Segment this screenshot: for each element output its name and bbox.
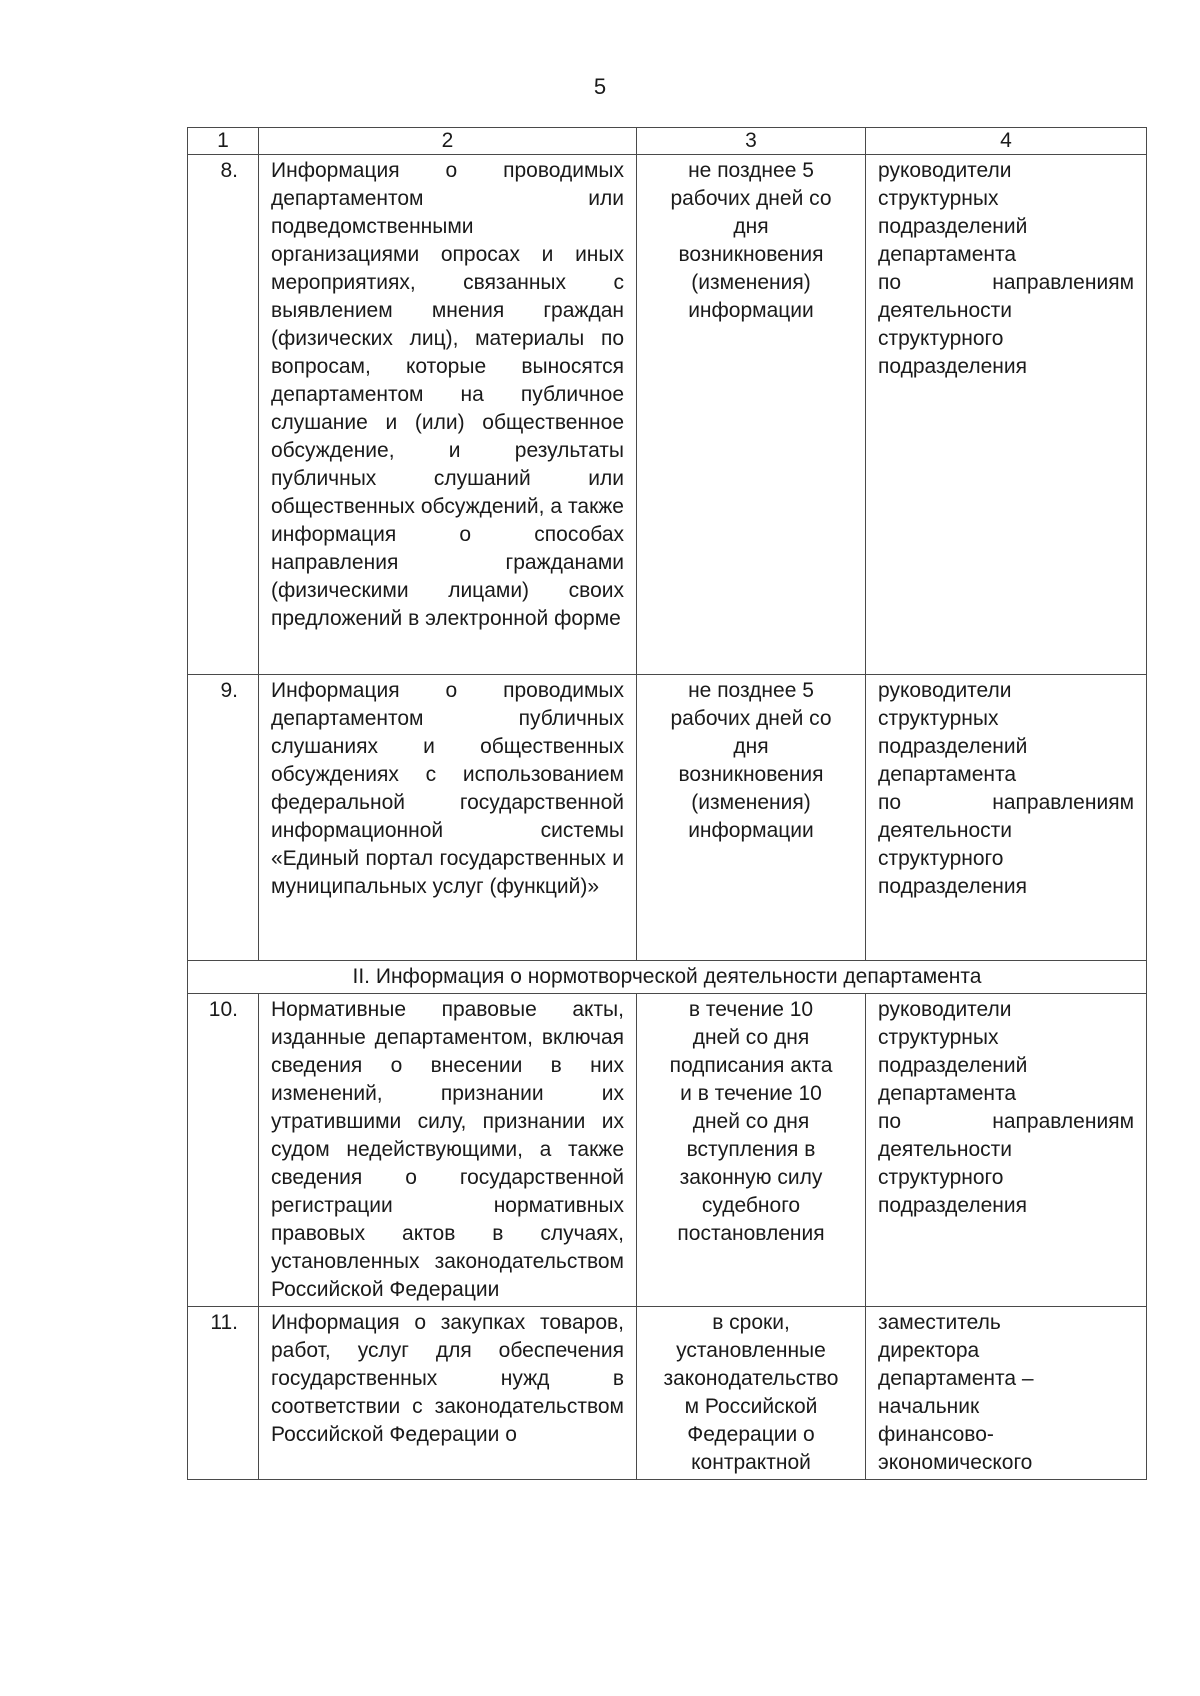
responsible-line: структурных <box>878 1026 999 1049</box>
responsible-line-spread <box>878 269 1134 297</box>
section-row <box>188 961 1147 994</box>
row-deadline: не позднее 5 рабочих дней со дня возникновения (изменения) информации <box>637 155 866 675</box>
responsible-line: структурных <box>878 187 999 210</box>
table-row <box>188 994 1147 1307</box>
responsible-line: департамента <box>878 243 1017 266</box>
row-responsible: заместитель директора департамента – начальник финансово- экономического <box>866 1307 1147 1480</box>
row-responsible <box>866 994 1147 1307</box>
row-description: Информация о проводимых департаментом публичных слушаниях и общественных обсуждениях с использованием федеральной государственной информационной системы «Единый портал государственных и муниципальных услуг (функций)» <box>259 675 637 961</box>
responsible-line: руководители <box>878 159 1012 182</box>
responsible-line: подразделений <box>878 1054 1028 1077</box>
responsible-line: деятельности <box>878 299 1012 322</box>
row-description: Информация о закупках товаров, работ, услуг для обеспечения государственных нужд в соответствии с законодательством Российской Федерации о <box>259 1307 637 1480</box>
column-header-1: 1 <box>188 128 259 155</box>
responsible-line: деятельности <box>878 819 1012 842</box>
responsible-line: структурного <box>878 327 1004 350</box>
table-header-row <box>188 128 1147 155</box>
responsible-line-spread <box>878 1108 1134 1136</box>
page-number: 5 <box>593 74 607 99</box>
row-deadline: в сроки, установленные законодательство м Российской Федерации о контрактной <box>637 1307 866 1480</box>
responsible-word: по <box>878 271 902 294</box>
responsible-line: структурного <box>878 847 1004 870</box>
table-row <box>188 1307 1147 1480</box>
row-number: 9. <box>188 675 259 961</box>
responsible-line: подразделения <box>878 875 1027 898</box>
section-title: II. Информация о нормотворческой деятельности департамента <box>188 961 1147 994</box>
responsible-word: по <box>878 791 902 814</box>
column-header-4: 4 <box>866 128 1147 155</box>
table-row <box>188 155 1147 675</box>
row-number: 11. <box>188 1307 259 1480</box>
responsible-line: руководители <box>878 998 1012 1021</box>
column-header-3: 3 <box>637 128 866 155</box>
responsible-line: департамента <box>878 1082 1017 1105</box>
responsible-word: направлениям <box>992 791 1134 814</box>
responsible-line: подразделений <box>878 215 1028 238</box>
row-responsible <box>866 155 1147 675</box>
row-description: Нормативные правовые акты, изданные департаментом, включая сведения о внесении в них изменений, признании их утратившими силу, признании их судом недействующими, а также сведения о государственной регистрации нормативных правовых актов в случаях, установленных законодательством Российской Федерации <box>259 994 637 1307</box>
responsible-line: руководители <box>878 679 1012 702</box>
responsible-line: структурных <box>878 707 999 730</box>
information-table <box>187 127 1147 1480</box>
responsible-line: подразделения <box>878 1194 1027 1217</box>
responsible-line: подразделения <box>878 355 1027 378</box>
responsible-line: департамента <box>878 763 1017 786</box>
row-deadline: не позднее 5 рабочих дней со дня возникновения (изменения) информации <box>637 675 866 961</box>
column-header-2: 2 <box>259 128 637 155</box>
responsible-line-spread <box>878 789 1134 817</box>
responsible-line: структурного <box>878 1166 1004 1189</box>
row-responsible <box>866 675 1147 961</box>
row-number: 10. <box>188 994 259 1307</box>
responsible-line: подразделений <box>878 735 1028 758</box>
table-row <box>188 675 1147 961</box>
row-deadline: в течение 10 дней со дня подписания акта и в течение 10 дней со дня вступления в законную силу судебного постановления <box>637 994 866 1307</box>
row-number: 8. <box>188 155 259 675</box>
responsible-word: направлениям <box>992 1110 1134 1133</box>
responsible-word: по <box>878 1110 902 1133</box>
responsible-word: направлениям <box>992 271 1134 294</box>
responsible-line: деятельности <box>878 1138 1012 1161</box>
row-description: Информация о проводимых департаментом или подведомственными организациями опросах и иных мероприятиях, связанных с выявлением мнения граждан (физических лиц), материалы по вопросам, которые выносятся департаментом на публичное слушание и (или) общественное обсуждение, и результаты публичных слушаний или общественных обсуждений, а также информация о способах направления гражданами (физическими лицами) своих предложений в электронной форме <box>259 155 637 675</box>
